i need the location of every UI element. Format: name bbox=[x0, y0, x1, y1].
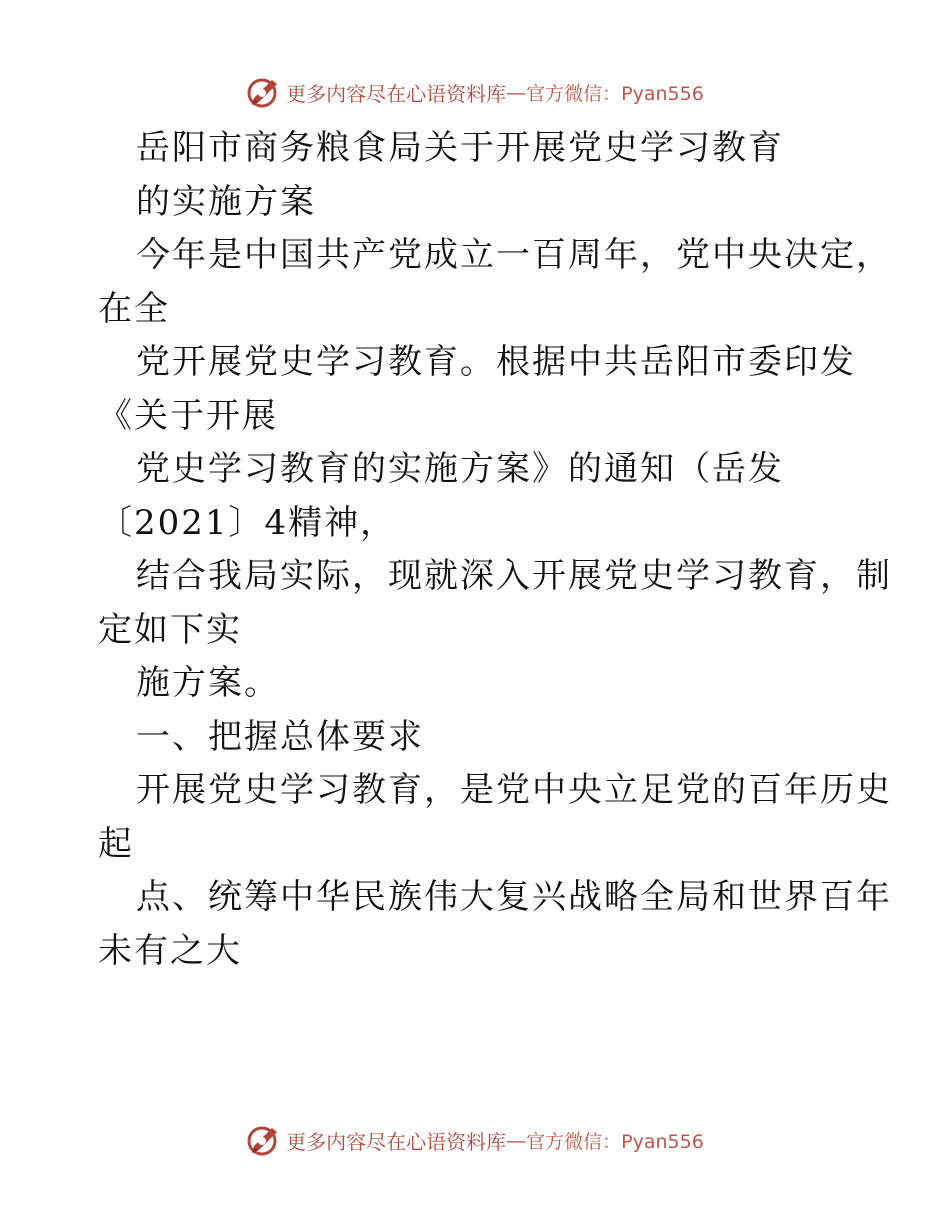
paragraph-line: 〔2021〕4精神， bbox=[98, 502, 397, 543]
paragraph-line: 结合我局实际，现就深入开展党史学习教育，制 bbox=[136, 556, 892, 596]
watermark-separator: — bbox=[506, 80, 527, 104]
document-body bbox=[98, 122, 892, 978]
paragraph-line: 施方案。 bbox=[136, 663, 280, 703]
paragraph-line: 开展党史学习教育，是党中央立足党的百年历史 bbox=[136, 770, 892, 810]
document-title-line-1: 岳阳市商务粮食局关于开展党史学习教育 bbox=[136, 128, 784, 168]
section-heading: 一、把握总体要求 bbox=[136, 716, 424, 757]
paragraph-line: 《关于开展 bbox=[98, 395, 278, 436]
paragraph-line: 起 bbox=[98, 823, 134, 864]
watermark-wechat: 官方微信：Pyan556 bbox=[526, 82, 704, 105]
document-title-line-2: 的实施方案 bbox=[136, 181, 316, 222]
watermark-separator: — bbox=[506, 1128, 527, 1152]
watermark-text: 更多内容尽在心语资料库 bbox=[286, 81, 507, 106]
paragraph-line: 点、统筹中华民族伟大复兴战略全局和世界百年 bbox=[136, 877, 892, 917]
paragraph-line: 在全 bbox=[98, 288, 170, 329]
paragraph-line: 党开展党史学习教育。根据中共岳阳市委印发 bbox=[136, 342, 856, 382]
watermark-text: 更多内容尽在心语资料库 bbox=[286, 1129, 507, 1154]
pen-logo-icon bbox=[246, 74, 284, 110]
paragraph-line: 未有之大 bbox=[98, 930, 242, 971]
paragraph-line: 定如下实 bbox=[98, 609, 242, 650]
header-watermark bbox=[0, 72, 950, 112]
paragraph-line: 今年是中国共产党成立一百周年，党中央决定， bbox=[136, 235, 892, 275]
footer-watermark bbox=[0, 1120, 950, 1160]
watermark-wechat: 官方微信：Pyan556 bbox=[526, 1130, 704, 1153]
paragraph-line: 党史学习教育的实施方案》的通知（岳发 bbox=[136, 449, 784, 489]
pen-logo-icon bbox=[246, 1122, 284, 1158]
